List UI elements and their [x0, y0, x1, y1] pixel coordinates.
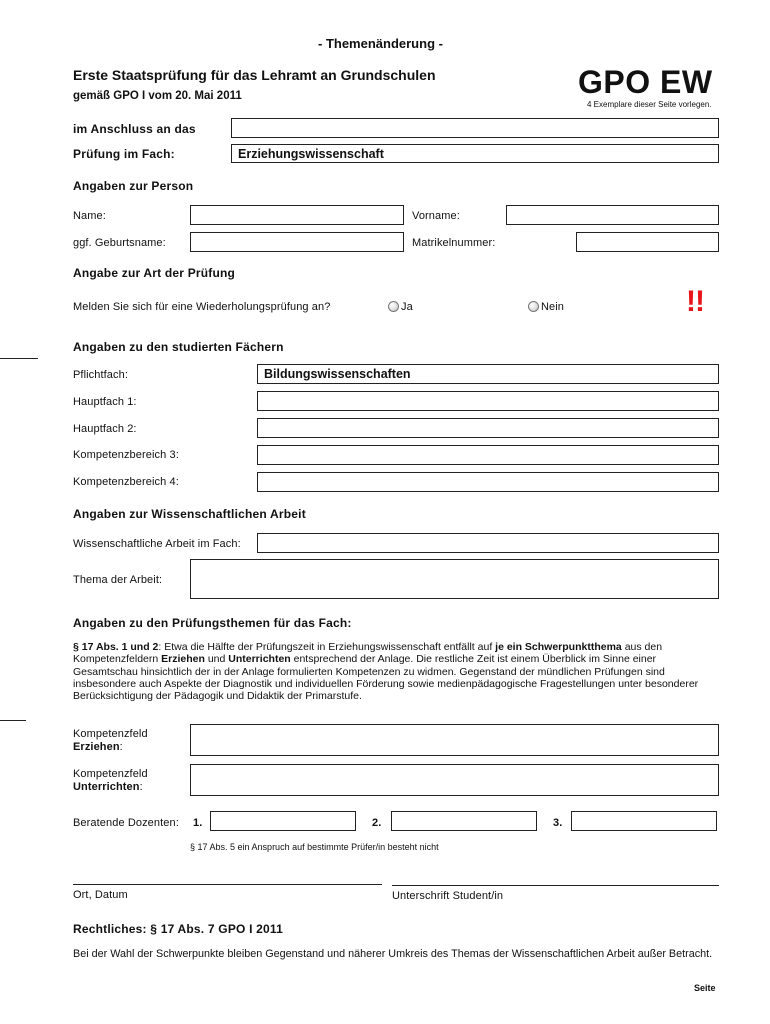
- komp3-field[interactable]: [257, 445, 719, 465]
- themen-heading: Angaben zu den Prüfungsthemen für das Fach:: [73, 616, 352, 630]
- vorname-label: Vorname:: [412, 210, 460, 222]
- geburtsname-field[interactable]: [190, 232, 404, 252]
- form-code: GPO EW: [578, 64, 713, 100]
- fach-value: Erziehungswissenschaft: [238, 147, 384, 161]
- wiederholung-question: Melden Sie sich für eine Wiederholungsprüfung an?: [73, 301, 331, 313]
- thema-field[interactable]: [190, 559, 719, 599]
- person-heading: Angaben zur Person: [73, 179, 194, 193]
- komp4-label: Kompetenzbereich 4:: [73, 476, 179, 488]
- pflicht-value: Bildungswissenschaften: [264, 367, 411, 381]
- erziehen-label: Kompetenzfeld Erziehen:: [73, 728, 148, 753]
- ort-datum-line: [73, 884, 382, 885]
- unterschrift-line: [392, 885, 719, 886]
- pflicht-label: Pflichtfach:: [73, 369, 129, 381]
- name-field[interactable]: [190, 205, 404, 225]
- anschluss-label: im Anschluss an das: [73, 122, 196, 136]
- form-subtitle: gemäß GPO I vom 20. Mai 2011: [73, 90, 242, 102]
- themen-paragraph: § 17 Abs. 1 und 2: Etwa die Hälfte der Prüfungszeit in Erziehungswissenschaft entfällt auf je ein Schwerpunktthema aus den Kompetenzfeldern Erziehen und Unterrichten entsprechend der Anlage. Die restliche Zeit ist einem Überblick im Sinne einer Gesamtschau hinsichtlich der in der Anlage formulierten Kompetenzen zu widmen. Gegenstand der mündlichen Prüfungen sind insbesondere auch Aspekte der Diagnostik und individuellen Förderung sowie medienpädagogische Fragestellungen unter besonderer Berücksichtigung der Pädagogik und Didaktik der Primarstufe.: [73, 641, 699, 703]
- name-label: Name:: [73, 210, 106, 222]
- radio-ja[interactable]: [388, 301, 399, 312]
- dozent1-number: 1.: [193, 817, 203, 829]
- arbeit-fach-label: Wissenschaftliche Arbeit im Fach:: [73, 538, 241, 550]
- radio-nein[interactable]: [528, 301, 539, 312]
- margin-mark: [0, 358, 38, 359]
- erziehen-field[interactable]: [190, 724, 719, 756]
- legal-text: Bei der Wahl der Schwerpunkte bleiben Gegenstand und näherer Umkreis des Themas der Wissenschaftlichen Arbeit außer Betracht.: [73, 948, 713, 960]
- geburtsname-label: ggf. Geburtsname:: [73, 237, 166, 249]
- unterrichten-field[interactable]: [190, 764, 719, 796]
- haupt1-field[interactable]: [257, 391, 719, 411]
- radio-ja-label: Ja: [401, 301, 413, 313]
- arbeit-fach-field[interactable]: [257, 533, 719, 553]
- thema-label: Thema der Arbeit:: [73, 574, 163, 586]
- warning-marks: !!: [686, 285, 704, 318]
- dozenten-label: Beratende Dozenten:: [73, 817, 179, 829]
- anschluss-field[interactable]: [231, 118, 719, 138]
- fach-field[interactable]: [231, 144, 719, 163]
- ort-datum-label: Ort, Datum: [73, 889, 128, 901]
- komp4-field[interactable]: [257, 472, 719, 492]
- legal-heading: Rechtliches: § 17 Abs. 7 GPO I 2011: [73, 922, 283, 936]
- matrikel-field[interactable]: [576, 232, 719, 252]
- vorname-field[interactable]: [506, 205, 719, 225]
- margin-mark: [0, 720, 26, 721]
- dozenten-note: § 17 Abs. 5 ein Anspruch auf bestimmte Prüfer/in besteht nicht: [190, 842, 439, 852]
- komp3-label: Kompetenzbereich 3:: [73, 449, 179, 461]
- pflicht-field[interactable]: [257, 364, 719, 384]
- unterschrift-label: Unterschrift Student/in: [392, 890, 504, 902]
- unterrichten-label: Kompetenzfeld Unterrichten:: [73, 768, 148, 793]
- haupt1-label: Hauptfach 1:: [73, 396, 137, 408]
- dozent3-field[interactable]: [571, 811, 717, 831]
- form-type-title: - Themenänderung -: [318, 36, 443, 51]
- radio-nein-label: Nein: [541, 301, 565, 313]
- faecher-heading: Angaben zu den studierten Fächern: [73, 340, 284, 354]
- haupt2-field[interactable]: [257, 418, 719, 438]
- dozent3-number: 3.: [553, 817, 563, 829]
- arbeit-heading: Angaben zur Wissenschaftlichen Arbeit: [73, 507, 306, 521]
- copies-note: 4 Exemplare dieser Seite vorlegen.: [587, 100, 712, 109]
- dozent2-number: 2.: [372, 817, 382, 829]
- matrikel-label: Matrikelnummer:: [412, 237, 496, 249]
- page-label: Seite: [694, 983, 716, 993]
- dozent1-field[interactable]: [210, 811, 356, 831]
- fach-label: Prüfung im Fach:: [73, 147, 175, 161]
- haupt2-label: Hauptfach 2:: [73, 423, 137, 435]
- form-title: Erste Staatsprüfung für das Lehramt an Grundschulen: [73, 67, 436, 83]
- art-heading: Angabe zur Art der Prüfung: [73, 266, 236, 280]
- dozent2-field[interactable]: [391, 811, 537, 831]
